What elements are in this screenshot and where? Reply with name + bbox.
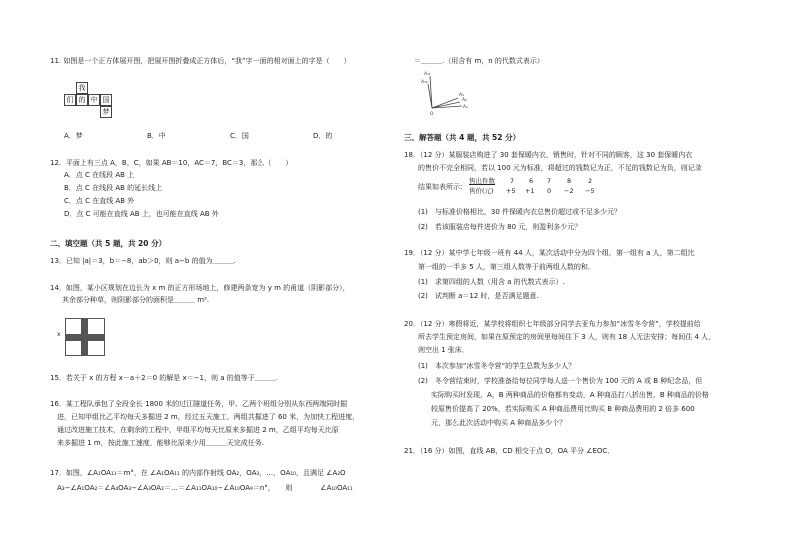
q14-line2: 其余部分种草，则阴影部分的面积是＿＿＿ m². — [62, 296, 210, 304]
net-cell: 国 — [100, 94, 112, 106]
row1-value: 2 — [588, 177, 593, 185]
label-a3: A₃ — [459, 93, 464, 98]
q13-text: 13．已知 |a|＝3，b＝−8，ab＞0，则 a−b 的值为＿＿＿. — [50, 257, 236, 265]
label-a10: A₁₀ — [421, 80, 428, 85]
q11-option-b: B．中 — [147, 132, 166, 140]
q15-text: 15．若关于 x 的方程 x－a＋2＝0 的解是 x＝−1，则 a 的值等于＿＿＿. — [50, 374, 278, 382]
q20-sub2-cont: 较原售价提高了 20%，若实际购买 A 种商品费用比购买 B 种商品费用的 2 倍多 600 — [431, 405, 695, 413]
row2-value: +5 — [506, 187, 516, 195]
angle-fan-figure — [418, 68, 488, 116]
q12-option-d: D．点 C 可能在直线 AB 上，也可能在直线 AB 外 — [64, 210, 219, 218]
q20-sub2-cont: 元，那么此次活动中购买 A 种商品多少个？ — [431, 419, 567, 427]
row1-label: 售出件数 — [469, 177, 495, 185]
q20-line1: 20．（12 分）寒假将近，某学校将组织七年级部分同学去亚布力参加“冰雪冬令营”，学校提前给 — [404, 320, 701, 328]
row1-value: 7 — [510, 177, 515, 185]
q18-line2: 的售价不完全相同，若以 100 元为标准，将超过的钱数记为正，不足的钱数记为负，则记录 — [418, 164, 702, 172]
q17-line2: A₃−∠A₁OA₂＝∠A₄OA₃−∠A₃OA₂＝…＝∠A₁₁OA₁₀−∠A₁₀OA₉＝n°， 则 ∠A₁₀OA₁₁ — [57, 484, 353, 492]
horizontal-path — [66, 334, 104, 341]
row2-value: 0 — [547, 187, 552, 195]
q20-line3: 则空出 1 张床． — [418, 346, 469, 354]
net-cell: 们 — [64, 94, 76, 106]
row2-value: −5 — [585, 187, 595, 195]
q11-stem: 11. 如图是一个正方体展开图，把展开图折叠成正方体后，“我”字一面的相对面上的字是（ ） — [50, 57, 351, 65]
label-a1: A₁ — [463, 105, 468, 110]
section3-heading: 三、解答题（共 4 题，共 52 分） — [404, 133, 521, 142]
q16-line2: 进，已知甲组比乙平均每天多掘进 2 m，经过五天施工，两组共掘进了 60 米，为加快工程进度， — [57, 413, 360, 421]
q12-option-c: C．点 C 在直线 AB 外 — [64, 197, 135, 205]
q18-line1: 18．（12 分）某服装店购进了 30 套保暖内衣，销售时，针对不同的顾客，这 30 套保暖内衣 — [404, 151, 693, 159]
q18-line3: 结果如表所示： — [418, 183, 467, 191]
q12-stem: 12．平面上有三点 A，B，C，如果 AB＝10，AC＝7，BC＝3，那么（ ） — [50, 159, 293, 167]
row2-value: +1 — [525, 187, 535, 195]
side-label: x — [57, 331, 61, 338]
q19-sub1: (1) 求第四组的人数（用含 a 的代数式表示）. — [418, 278, 565, 286]
q21-text: 21．（16 分）如图，直线 AB，CD 相交于点 O，OA 平分 ∠EOC． — [404, 447, 615, 455]
q20-sub1: (1) 本次参加“冰雪冬令营”的学生总数为多少人？ — [418, 362, 576, 370]
row1-value: 8 — [567, 177, 572, 185]
section2-heading: 二、填空题（共 5 题，共 20 分） — [50, 239, 167, 248]
q11-option-c: C．国 — [230, 132, 249, 140]
square-field-figure — [65, 318, 105, 356]
label-o: O — [430, 112, 434, 116]
q14-line1: 14．如图，某小区规划在边长为 x m 的正方形场地上，修建两条宽为 y m 的甬道（阴影部分）， — [50, 284, 350, 292]
q19-line1: 19．（12 分）某中学七年级一班有 44 人，某次活动中分为四个组，第一组有 a 人，第二组比 — [404, 249, 695, 257]
q20-sub2: (2) 冬令营结束时，学校准备给每位同学每人送一个售价为 100 元的 A 或 B 种纪念品，但 — [418, 377, 703, 385]
q18-sub1: (1) 与标准价格相比，30 件保暖内衣总售价超过或不足多少元？ — [418, 208, 622, 216]
row2-value: −2 — [564, 187, 574, 195]
row1-value: 6 — [529, 177, 534, 185]
net-cell: 我 — [76, 82, 88, 94]
q20-line2: 所去学生预定房间，如果在原预定的房间里每间住下 3 人，则有 18 人无法安排；每间住 4 人， — [418, 333, 716, 341]
q16-line1: 16．某工程队承包了全段全长 1800 米的过江隧道任务，甲、乙两个班组分别从东西两端同时掘 — [50, 400, 348, 408]
q17-line1: 17．如图，∠A₁OA₁₁＝m°，在 ∠A₁OA₁₁ 的内部作射线 OA₂，OA₃，…，OA₁₀，且满足 ∠A₂O — [50, 469, 346, 477]
q19-sub2: (2) 试判断 a＝12 时，是否满足题意. — [418, 292, 539, 300]
label-a2: A₂ — [462, 98, 467, 103]
net-cell: 的 — [76, 94, 88, 106]
q19-line2: 第一组的一半多 5 人，第三组人数等于前两组人数的和． — [418, 263, 595, 271]
q11-option-d: D．的 — [313, 132, 333, 140]
net-cell: 梦 — [100, 106, 112, 118]
q17-line3: ＝＿＿＿.（用含有 m，n 的代数式表示） — [414, 57, 544, 65]
q16-line4: 来多掘进 1 m，按此施工速度，能够比原来少用＿＿＿天完成任务. — [57, 439, 264, 447]
q18-sub2: (2) 若该服装店每件进价为 80 元，则盈利多少元？ — [418, 223, 582, 231]
row1-value: 7 — [547, 177, 552, 185]
label-a11: A₁₁ — [424, 72, 431, 77]
q12-option-a: A．点 C 在线段 AB 上 — [64, 171, 135, 179]
row2-label: 售价(元) — [469, 187, 494, 195]
q12-option-b: B．点 C 在线段 AB 的延长线上 — [64, 184, 163, 192]
net-cell: 中 — [88, 94, 100, 106]
q20-sub2-cont: 实际购买时发现，A，B 两种商品的价格都有变动，A 种商品打八折出售，B 种商品的价格 — [431, 391, 709, 399]
q16-line3: 通过改进施工技术，在剩余的工程中，甲组平均每天比原来多掘进 2 m，乙组平均每天比原 — [57, 426, 339, 434]
q11-option-a: A．梦 — [64, 132, 83, 140]
